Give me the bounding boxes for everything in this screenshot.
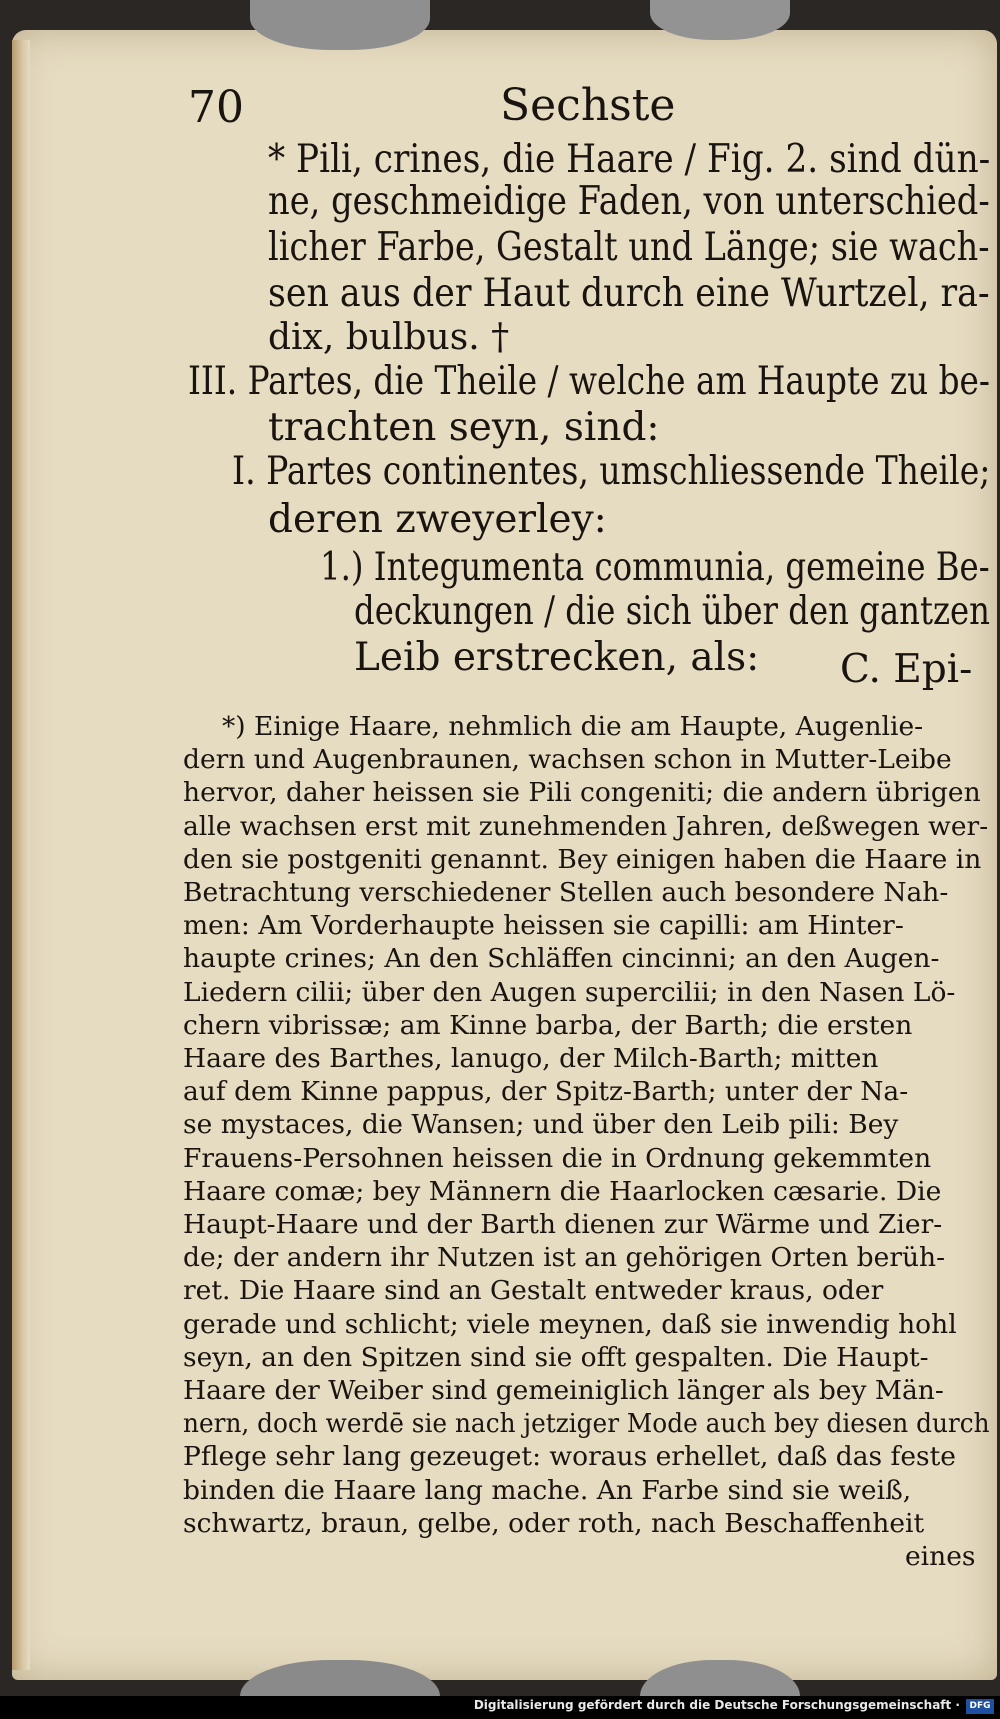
- footnote-line: Haare der Weiber sind gemeiniglich länger als bey Män-: [183, 1375, 944, 1406]
- main-text-line: deren zweyerley:: [268, 497, 607, 542]
- footnote-line: hervor, daher heissen sie Pili congeniti; die andern übrigen: [183, 777, 981, 809]
- footnote-line: Betrachtung verschiedener Stellen auch besondere Nah-: [183, 877, 949, 908]
- footnote-line: ret. Die Haare sind an Gestalt entweder kraus, oder: [183, 1275, 884, 1307]
- catchword-note: eines: [905, 1541, 976, 1572]
- main-text-line: III. Partes, die Theile / welche am Haupte zu be-: [188, 359, 990, 404]
- main-text-line: sen aus der Haut durch eine Wurtzel, ra-: [268, 271, 990, 316]
- page-edge-shadow: [12, 40, 30, 1670]
- footnote-line: men: Am Vorderhaupte heissen sie capilli: am Hinter-: [183, 910, 904, 942]
- main-text-line: * Pili, crines, die Haare / Fig. 2. sind dün-: [268, 137, 991, 182]
- main-text-line: deckungen / die sich über den gantzen: [354, 589, 990, 634]
- footnote-line: Haupt-Haare und der Barth dienen zur Wärme und Zier-: [183, 1209, 943, 1240]
- footnote-line: schwartz, braun, gelbe, oder roth, nach Beschaffenheit: [183, 1507, 925, 1539]
- footnote-line: se mystaces, die Wansen; und über den Leib pili: Bey: [183, 1109, 899, 1141]
- footnote-line: dern und Augenbraunen, wachsen schon in Mutter-Leibe: [183, 744, 952, 776]
- footnote-line: den sie postgeniti genannt. Bey einigen haben die Haare in: [183, 843, 982, 875]
- footnote-line: seyn, an den Spitzen sind sie offt gespalten. Die Haupt-: [183, 1341, 929, 1373]
- dfg-logo: DFG: [966, 1699, 994, 1714]
- main-text-line: ne, geschmeidige Faden, von unterschied-: [268, 179, 990, 224]
- footnote-line: chern vibrissæ; am Kinne barba, der Barth; die ersten: [183, 1009, 913, 1041]
- footnote-line: Haare des Barthes, lanugo, der Milch-Barth; mitten: [183, 1043, 879, 1074]
- footnote-line: auf dem Kinne pappus, der Spitz-Barth; unter der Na-: [183, 1076, 909, 1108]
- main-text-line: dix, bulbus. †: [268, 317, 510, 358]
- footnote-line: gerade und schlicht; viele meynen, daß sie inwendig hohl: [183, 1308, 957, 1340]
- main-text-line: trachten seyn, sind:: [268, 405, 660, 450]
- footnote-line: haupte crines; An den Schläffen cincinni; an den Augen-: [183, 943, 940, 975]
- running-head: Sechste: [500, 80, 676, 131]
- main-text-line: 1.) Integumenta communia, gemeine Be-: [320, 545, 990, 590]
- footer-credit: Digitalisierung gefördert durch die Deutsche Forschungsgemeinschaft ·: [473, 1698, 960, 1712]
- catchword-main: C. Epi-: [840, 647, 973, 692]
- footnote-line: binden die Haare lang mache. An Farbe sind sie weiß,: [183, 1474, 912, 1506]
- main-text-line: Leib erstrecken, als:: [354, 635, 760, 680]
- footnote-line: *) Einige Haare, nehmlich die am Haupte, Augenlie-: [222, 711, 924, 742]
- page-number: 70: [188, 82, 244, 133]
- footnote-line: Frauens-Persohnen heissen die in Ordnung gekemmten: [183, 1142, 932, 1174]
- main-text-line: licher Farbe, Gestalt und Länge; sie wach-: [268, 225, 990, 270]
- footnote-line: Pflege sehr lang gezeuget: woraus erhellet, daß das feste: [183, 1441, 956, 1473]
- footnote-line: de; der andern ihr Nutzen ist an gehörigen Orten berüh-: [183, 1242, 946, 1274]
- footnote-line: alle wachsen erst mit zunehmenden Jahren, deßwegen wer-: [183, 810, 989, 842]
- digitization-footer: [0, 1696, 1000, 1719]
- footnote-line: Liedern cilii; über den Augen supercilii; in den Nasen Lö-: [183, 976, 956, 1008]
- main-text-line: I. Partes continentes, umschliessende Theile;: [232, 449, 991, 494]
- footnote-line: nern, doch werdē sie nach jetziger Mode auch bey diesen durch: [183, 1408, 990, 1440]
- footnote-line: Haare comæ; bey Männern die Haarlocken cæsarie. Die: [183, 1175, 942, 1207]
